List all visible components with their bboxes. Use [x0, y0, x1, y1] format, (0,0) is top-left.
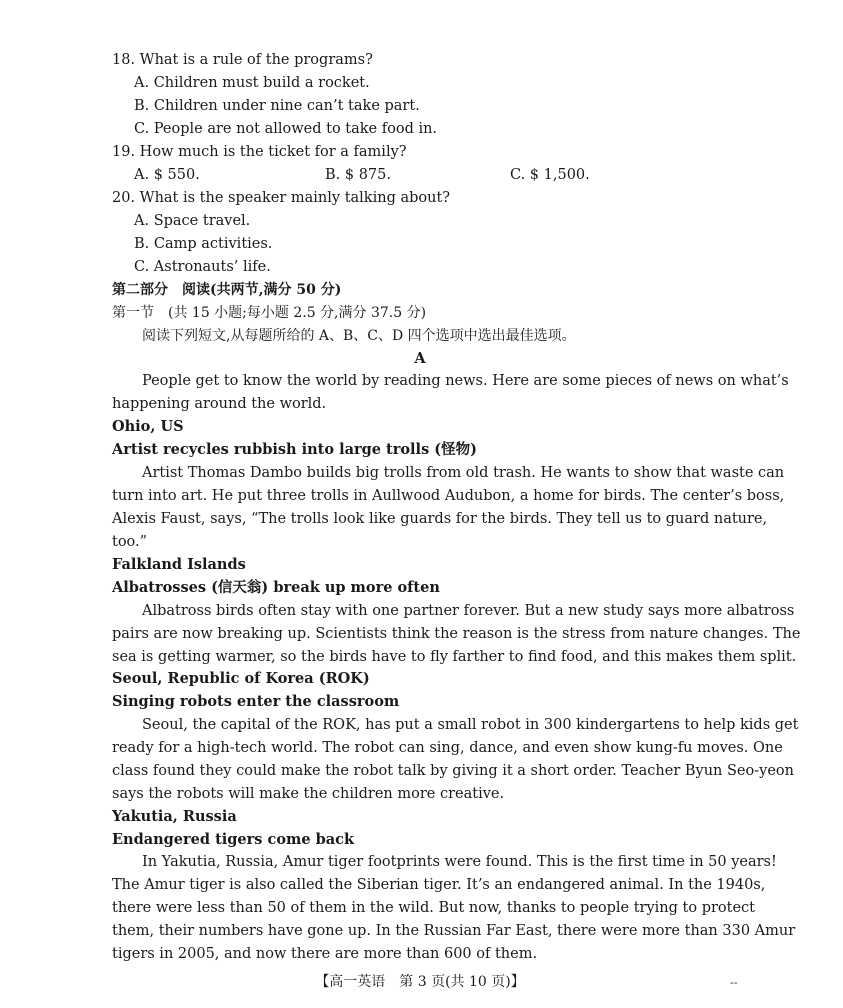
news1-line-1: Artist Thomas Dambo builds big trolls from old trash. He wants to show that waste can — [142, 465, 785, 481]
news1-headline: Artist recycles rubbish into large trolls (怪物) — [112, 441, 477, 458]
news4-line-2: The Amur tiger is also called the Siberian tiger. It’s an endangered animal. In the 1940s, — [112, 877, 766, 893]
q18-option-b: B. Children under nine can’t take part. — [134, 98, 420, 114]
news2-place: Falkland Islands — [112, 556, 246, 573]
q18-option-c: C. People are not allowed to take food in. — [134, 121, 438, 137]
news4-line-1: In Yakutia, Russia, Amur tiger footprints were found. This is the first time in 50 years! — [142, 854, 777, 870]
q20-option-b: B. Camp activities. — [134, 236, 273, 252]
intro-line-2: happening around the world. — [112, 396, 327, 412]
corner-mark: -- — [730, 976, 738, 989]
news3-headline: Singing robots enter the classroom — [112, 693, 400, 710]
q19-option-c: C. $ 1,500. — [510, 167, 590, 183]
q18-stem: 18. What is a rule of the programs? — [112, 52, 373, 68]
q19-option-b: B. $ 875. — [325, 167, 391, 183]
section1-heading: 第一节 (共 15 小题;每小题 2.5 分,满分 37.5 分) — [112, 305, 427, 321]
news4-line-4: them, their numbers have gone up. In the Russian Far East, there were more than 330 Amur — [112, 923, 796, 939]
news4-place: Yakutia, Russia — [112, 808, 237, 825]
news2-line-3: sea is getting warmer, so the birds have to fly farther to find food, and this makes them split. — [112, 649, 797, 665]
q20-option-c: C. Astronauts’ life. — [134, 259, 271, 275]
news2-headline: Albatrosses (信天翁) break up more often — [112, 579, 440, 596]
news3-line-1: Seoul, the capital of the ROK, has put a small robot in 300 kindergartens to help kids get — [142, 717, 799, 733]
news3-line-2: ready for a high-tech world. The robot can sing, dance, and even show kung-fu moves. One — [112, 740, 783, 756]
part2-heading: 第二部分 阅读(共两节,满分 50 分) — [112, 282, 342, 298]
passage-label: A — [414, 350, 426, 367]
q19-option-a: A. $ 550. — [134, 167, 200, 183]
news4-line-3: there were less than 50 of them in the wild. But now, thanks to people trying to protect — [112, 900, 755, 916]
news2-line-2: pairs are now breaking up. Scientists think the reason is the stress from nature changes. The — [112, 626, 801, 642]
news1-line-2: turn into art. He put three trolls in Aullwood Audubon, a home for birds. The center’s boss, — [112, 488, 785, 504]
news1-line-3: Alexis Faust, says, “The trolls look like guards for the birds. They tell us to guard nature, — [112, 511, 768, 527]
news3-place: Seoul, Republic of Korea (ROK) — [112, 670, 370, 687]
news2-line-1: Albatross birds often stay with one partner forever. But a new study says more albatross — [142, 603, 795, 619]
news4-line-5: tigers in 2005, and now there are more than 600 of them. — [112, 946, 538, 962]
news4-headline: Endangered tigers come back — [112, 831, 355, 848]
page-footer: 【高一英语 第 3 页(共 10 页)】 — [315, 974, 525, 990]
q20-option-a: A. Space travel. — [134, 213, 251, 229]
news3-line-4: says the robots will make the children more creative. — [112, 786, 505, 802]
news3-line-3: class found they could make the robot talk by giving it a short order. Teacher Byun Seo-yeon — [112, 763, 794, 779]
news1-line-4: too.” — [112, 534, 148, 550]
q18-option-a: A. Children must build a rocket. — [134, 75, 370, 91]
q19-stem: 19. How much is the ticket for a family? — [112, 144, 407, 160]
q20-stem: 20. What is the speaker mainly talking about? — [112, 190, 451, 206]
news1-place: Ohio, US — [112, 418, 184, 435]
reading-instruction: 阅读下列短文,从每题所给的 A、B、C、D 四个选项中选出最佳选项。 — [142, 328, 576, 344]
intro-line-1: People get to know the world by reading news. Here are some pieces of news on what’s — [142, 373, 789, 389]
